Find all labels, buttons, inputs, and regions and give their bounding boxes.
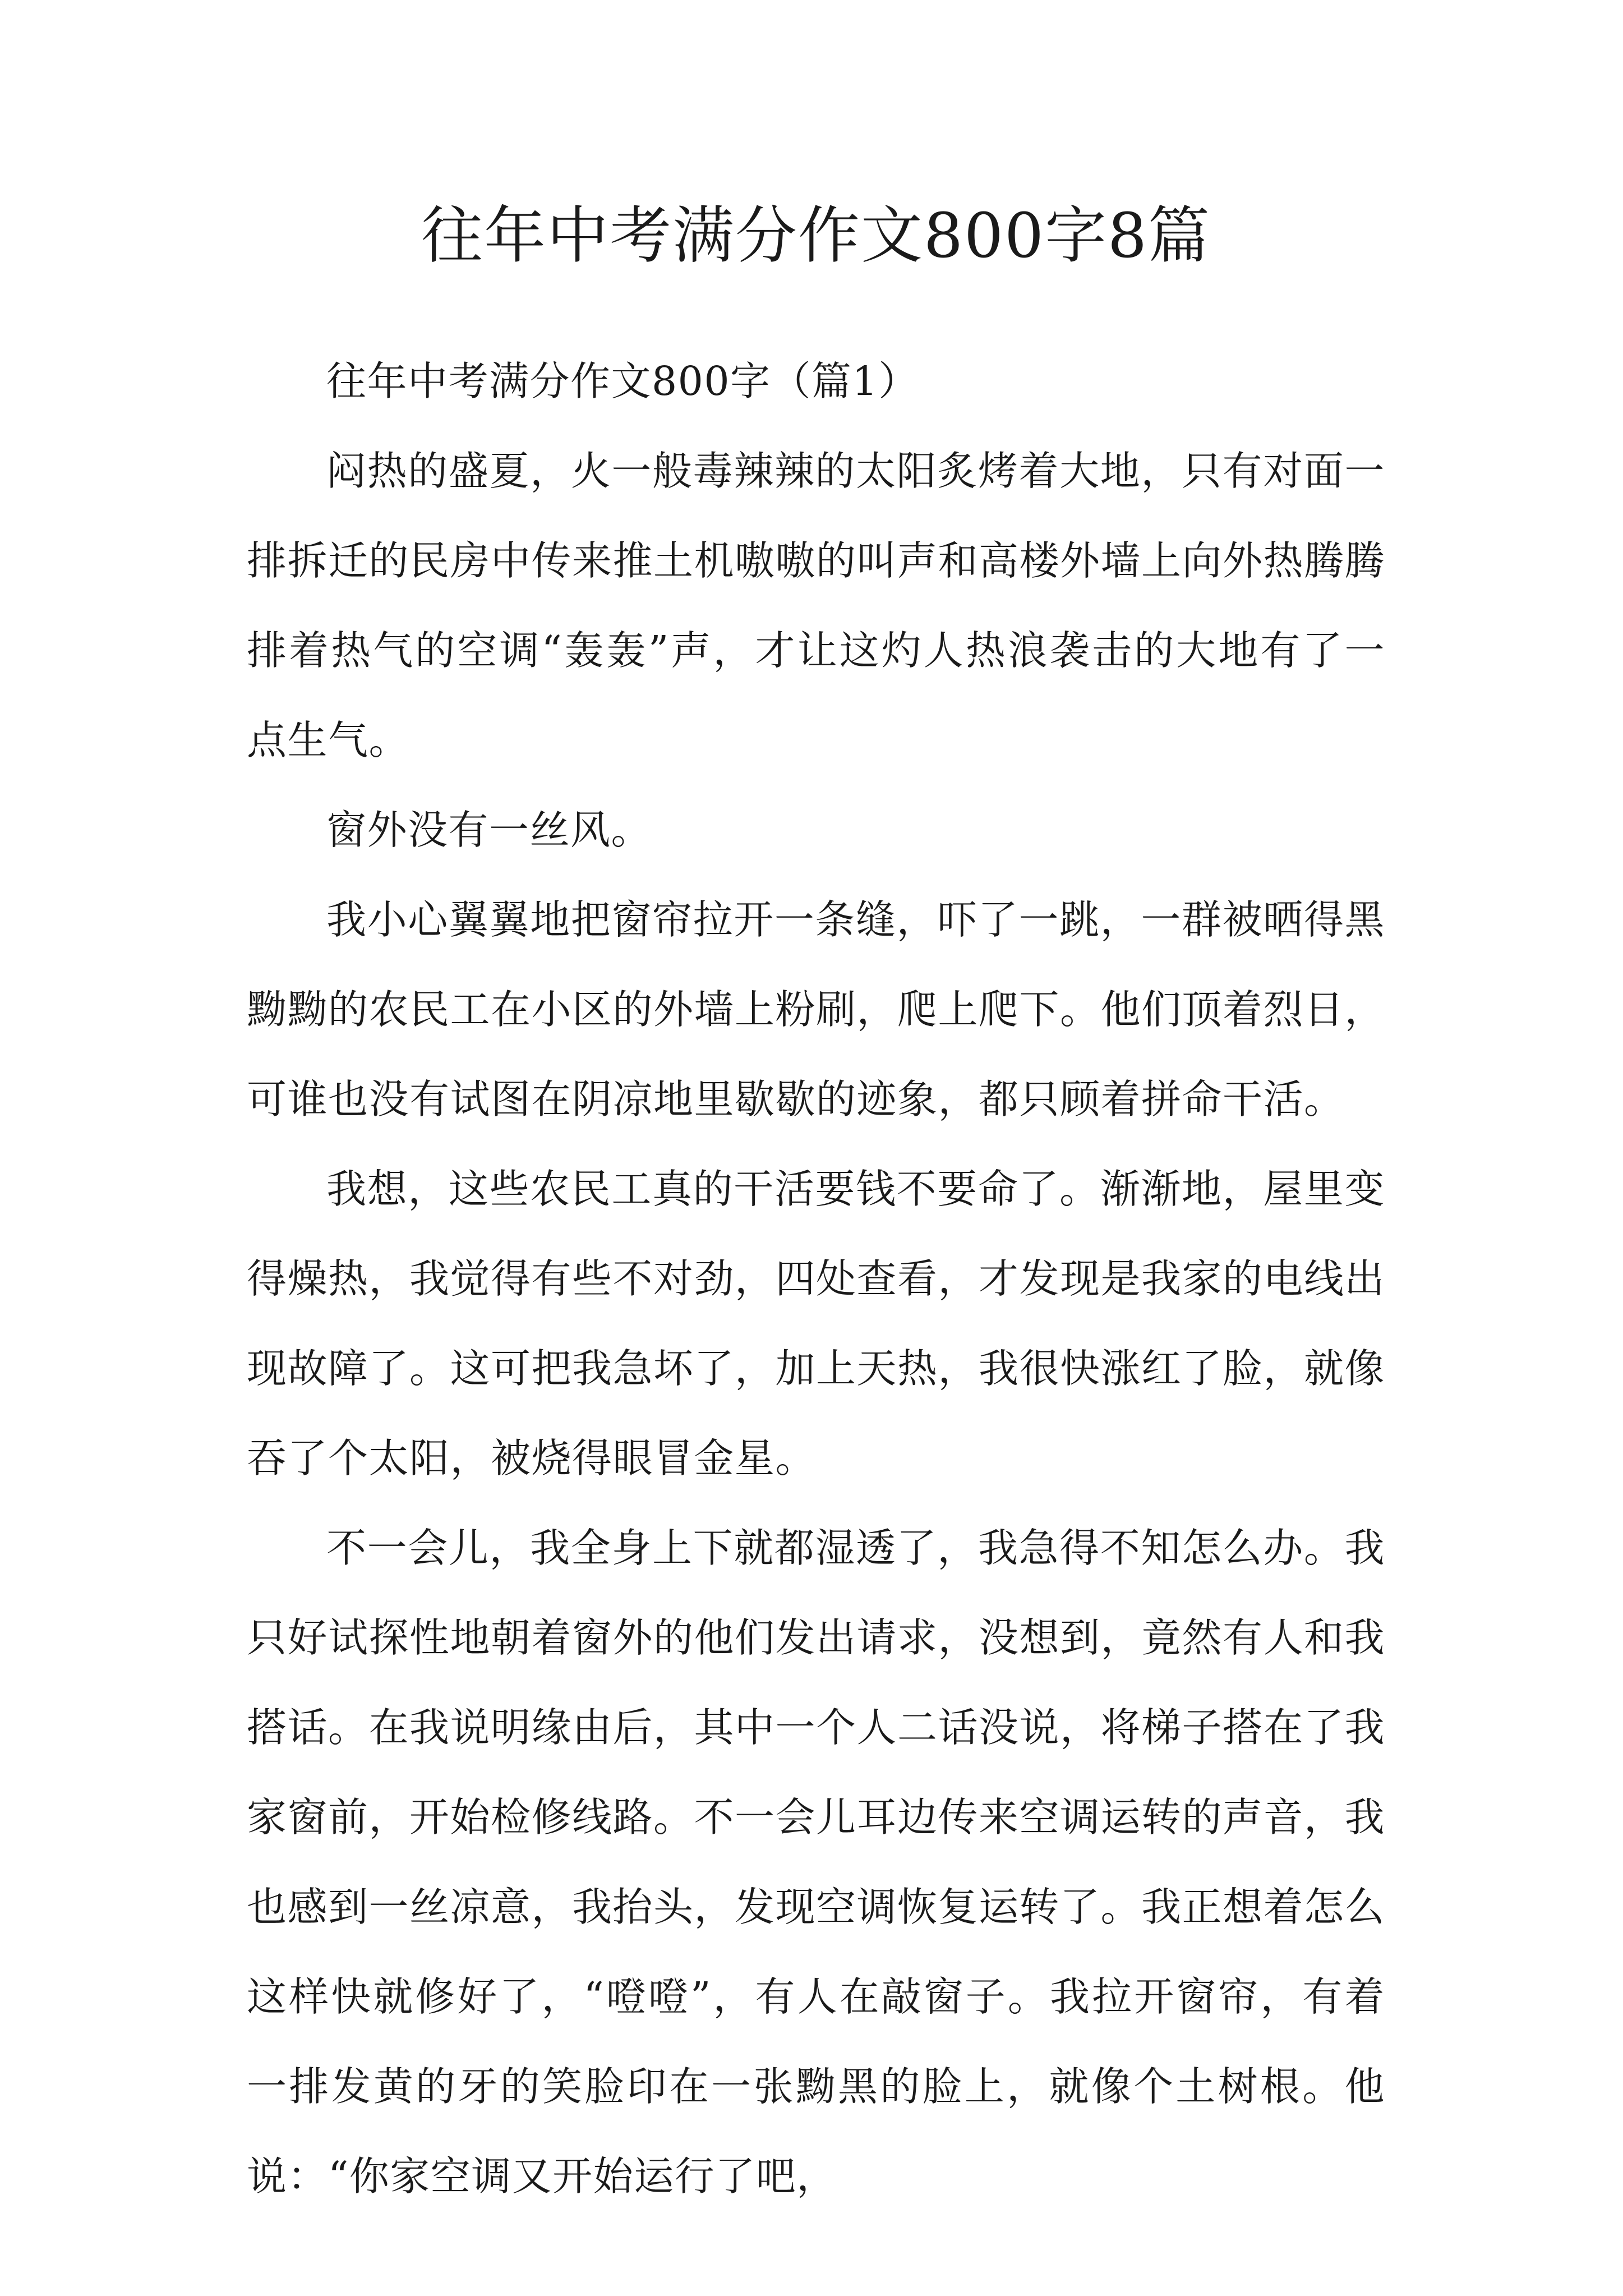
- paragraph: 闷热的盛夏，火一般毒辣辣的太阳炙烤着大地，只有对面一排拆迁的民房中传来推土机嗷嗷的叫声和高楼外墙上向外热腾腾排着热气的空调“轰轰”声，才让这灼人热浪袭击的大地有了一点生气。: [247, 448, 1386, 763]
- section-heading: 往年中考满分作文800字（篇1）: [326, 358, 919, 404]
- paragraph: 窗外没有一丝风。: [326, 807, 652, 853]
- document-title: 往年中考满分作文800字8篇: [421, 200, 1211, 272]
- paragraph: 我想，这些农民工真的干活要钱不要命了。渐渐地，屋里变得燥热，我觉得有些不对劲，四处查看，才发现是我家的电线出现故障了。这可把我急坏了，加上天热，我很快涨红了脸，就像吞了个太阳，被烧得眼冒金星。: [247, 1166, 1386, 1481]
- paragraph: 不一会儿，我全身上下就都湿透了，我急得不知怎么办。我只好试探性地朝着窗外的他们发出请求，没想到，竟然有人和我搭话。在我说明缘由后，其中一个人二话没说，将梯子搭在了我家窗前，开始检修线路。不一会儿耳边传来空调运转的声音，我也感到一丝凉意，我抬头，发现空调恢复运转了。我正想着怎么这样快就修好了，“噔噔”，有人在敲窗子。我拉开窗帘，有着一排发黄的牙的笑脸印在一张黝黑的脸上，就像个土树根。他说：“你家空调又开始运行了吧，: [247, 1525, 1386, 2200]
- paragraph: 我小心翼翼地把窗帘拉开一条缝，吓了一跳，一群被晒得黑黝黝的农民工在小区的外墙上粉刷，爬上爬下。他们顶着烈日，可谁也没有试图在阴凉地里歇歇的迹象，都只顾着拼命干活。: [247, 896, 1386, 1122]
- document-body: [247, 337, 1385, 2221]
- document-page: [247, 0, 1385, 2296]
